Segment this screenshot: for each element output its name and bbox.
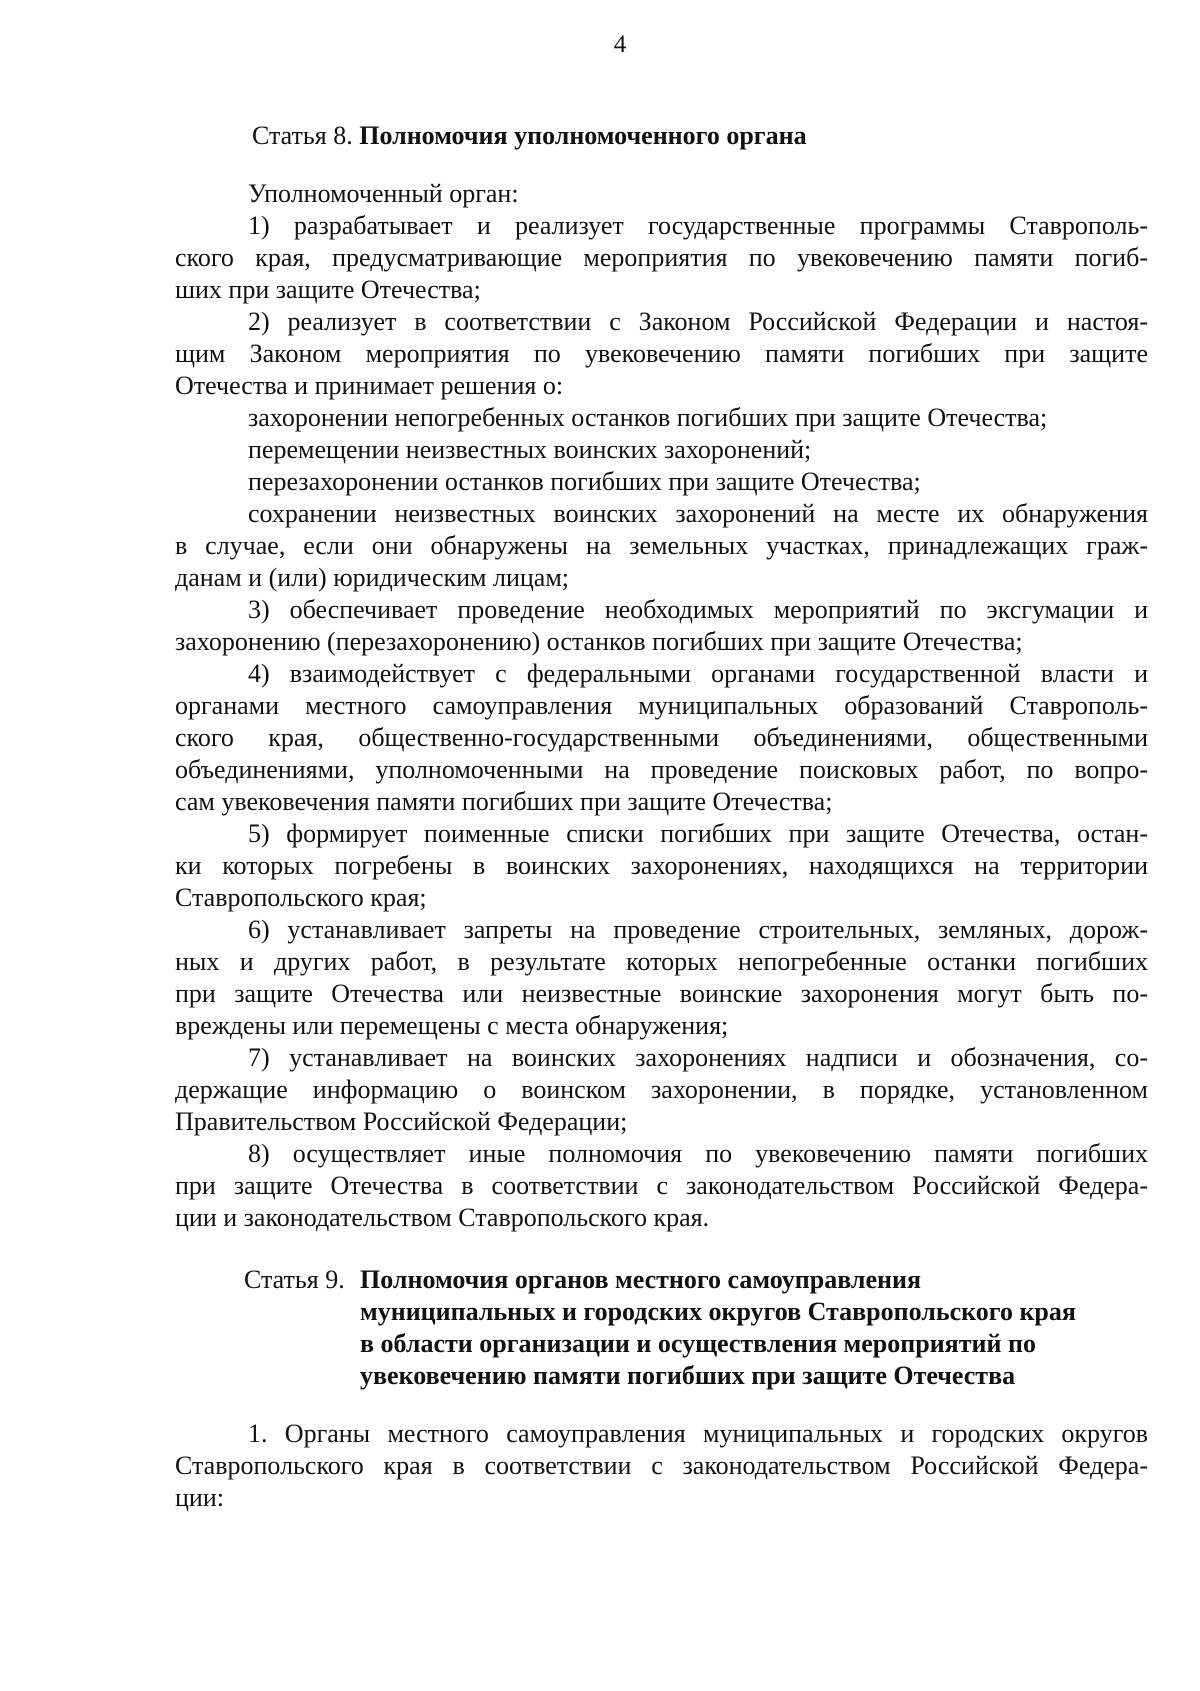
text-line: ского края, предусматривающие мероприятия по увековечению памяти погиб- [175, 243, 1148, 272]
article-9-title-line: муниципальных и городских округов Ставропольского края [360, 1297, 1076, 1326]
text-line: данам и (или) юридическим лицам; [175, 563, 570, 592]
text-line: вреждены или перемещены с места обнаружения; [175, 1011, 729, 1040]
text-line: 1. Органы местного самоуправления муниципальных и городских округов [248, 1419, 1148, 1448]
article-9-prefix: Статья 9. [244, 1265, 345, 1294]
text-line: сам увековечения памяти погибших при защите Отечества; [175, 787, 833, 816]
article-8-title: Полномочия уполномоченного органа [359, 121, 807, 150]
text-line: 8) осуществляет иные полномочия по увековечению памяти погибших [248, 1139, 1148, 1168]
text-line: ции и законодательством Ставропольского края. [175, 1203, 710, 1232]
text-line: ки которых погребены в воинских захоронениях, находящихся на территории [175, 851, 1148, 880]
text-line: Уполномоченный орган: [248, 179, 519, 208]
text-line: Ставропольского края; [175, 883, 427, 912]
text-line: при защите Отечества в соответствии с законодательством Российской Федера- [175, 1171, 1148, 1200]
text-line: захоронении непогребенных останков погибших при защите Отечества; [248, 403, 1048, 432]
text-line: ших при защите Отечества; [175, 275, 481, 304]
article-9-title-line: Полномочия органов местного самоуправления [360, 1265, 922, 1294]
text-line: перемещении неизвестных воинских захоронений; [248, 435, 812, 464]
text-line: 2) реализует в соответствии с Законом Российской Федерации и настоя- [248, 307, 1148, 336]
page-number: 4 [613, 31, 627, 58]
text-line: 4) взаимодействует с федеральными органами государственной власти и [248, 659, 1148, 688]
article-9-title-line: увековечению памяти погибших при защите Отечества [360, 1361, 1016, 1390]
text-line: сохранении неизвестных воинских захоронений на месте их обнаружения [248, 499, 1148, 528]
article-8-heading [252, 120, 807, 152]
text-line: щим Законом мероприятия по увековечению памяти погибших при защите [175, 339, 1148, 368]
text-line: ского края, общественно-государственными объединениями, общественными [175, 723, 1148, 752]
text-line: 7) устанавливает на воинских захоронениях надписи и обозначения, со- [248, 1043, 1148, 1072]
article-9-title [360, 1264, 1076, 1392]
text-line: объединениями, уполномоченными на проведение поисковых работ, по вопро- [175, 755, 1148, 784]
text-line: 1) разрабатывает и реализует государственные программы Ставрополь- [248, 211, 1148, 240]
text-line: при защите Отечества или неизвестные воинские захоронения могут быть по- [175, 979, 1148, 1008]
article-8-prefix: Статья 8. [252, 121, 353, 150]
text-line: держащие информацию о воинском захоронении, в порядке, установленном [175, 1075, 1148, 1104]
text-line: органами местного самоуправления муниципальных образований Ставрополь- [175, 691, 1148, 720]
text-line: захоронению (перезахоронению) останков погибших при защите Отечества; [175, 627, 1023, 656]
text-line: 3) обеспечивает проведение необходимых мероприятий по эксгумации и [248, 595, 1148, 624]
text-line: Ставропольского края в соответствии с законодательством Российской Федера- [175, 1451, 1148, 1480]
text-line: 5) формирует поименные списки погибших при защите Отечества, остан- [248, 819, 1148, 848]
text-line: Отечества и принимает решения о: [175, 371, 564, 400]
text-line: ных и других работ, в результате которых непогребенные останки погибших [175, 947, 1148, 976]
text-line: Правительством Российской Федерации; [175, 1107, 628, 1136]
text-line: в случае, если они обнаружены на земельных участках, принадлежащих граж- [175, 531, 1148, 560]
text-line: 6) устанавливает запреты на проведение строительных, земляных, дорож- [248, 915, 1148, 944]
text-line: ции: [175, 1483, 224, 1512]
text-line: перезахоронении останков погибших при защите Отечества; [248, 467, 921, 496]
article-9-title-line: в области организации и осуществления мероприятий по [360, 1329, 1036, 1358]
